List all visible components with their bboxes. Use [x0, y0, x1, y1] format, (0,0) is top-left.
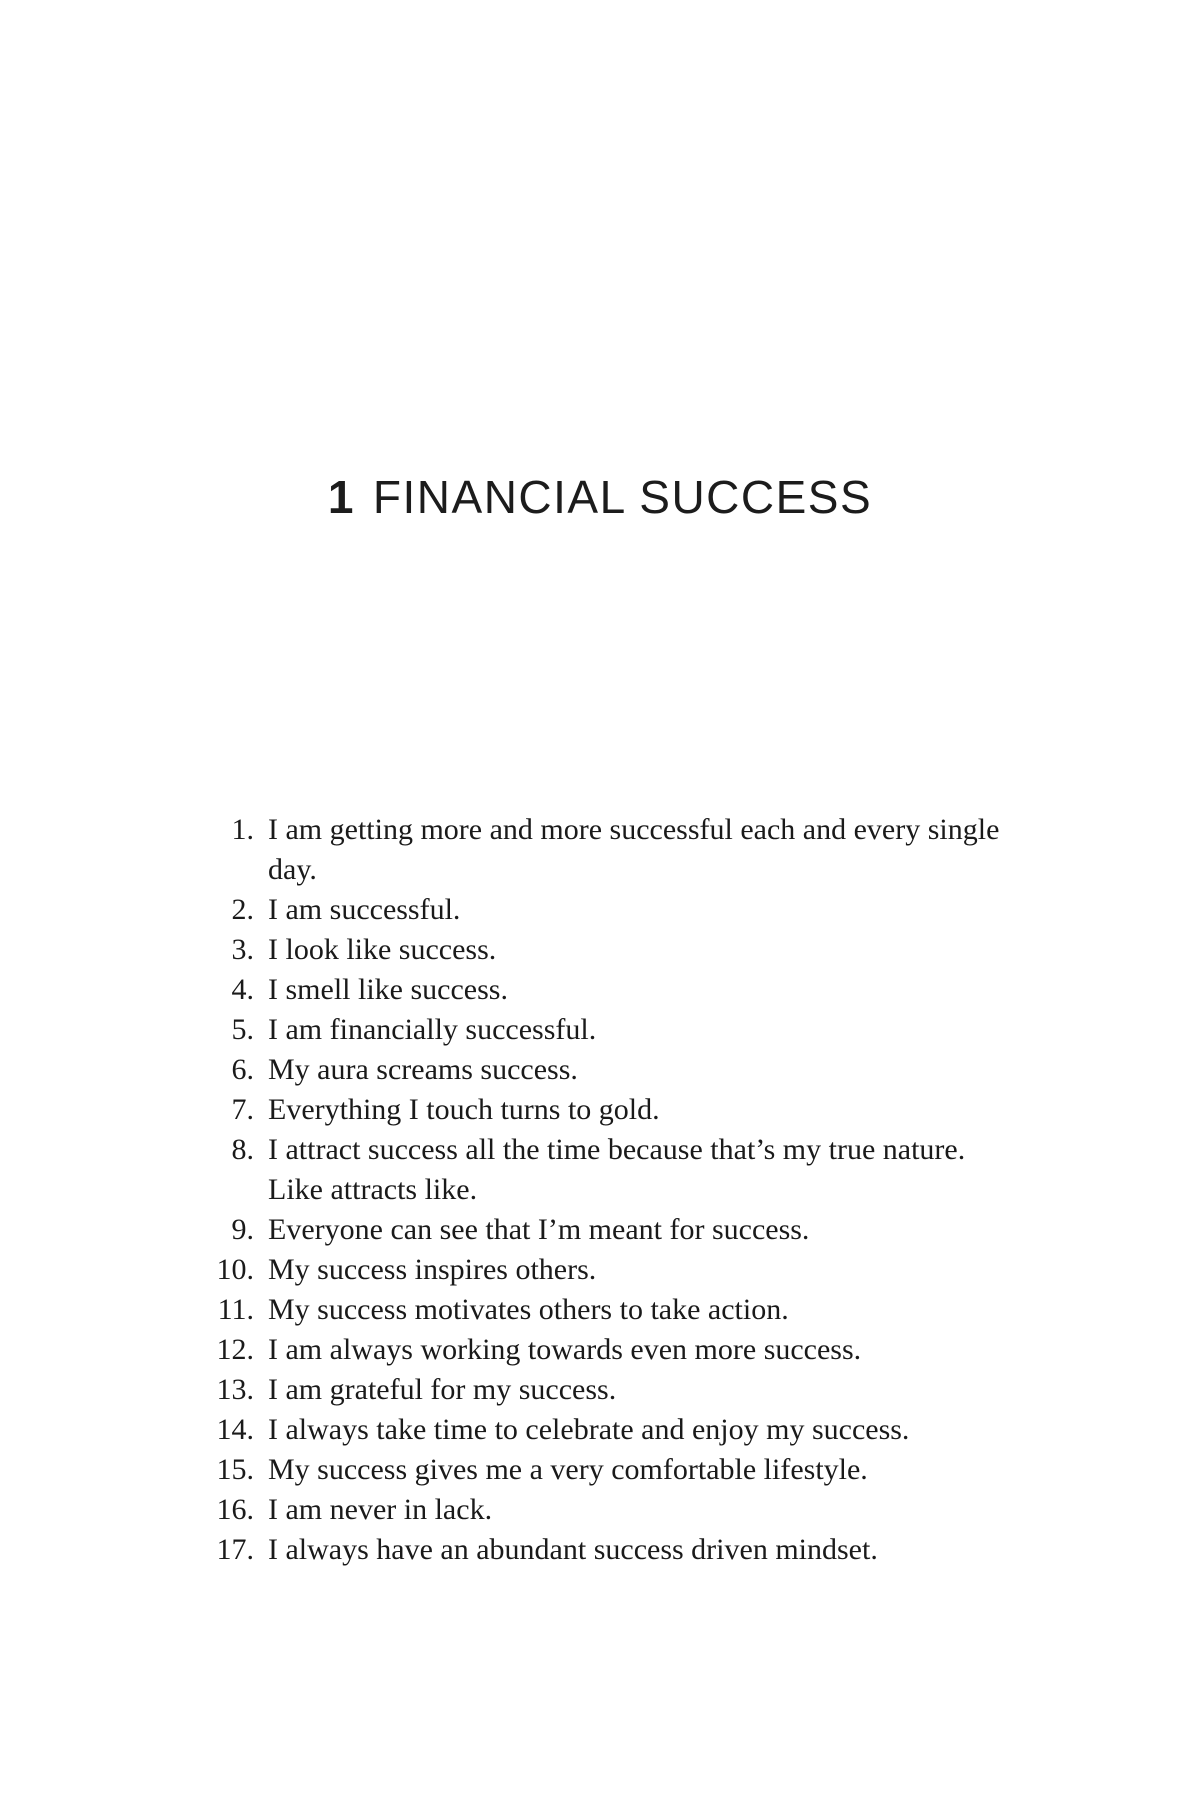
list-item-number: 9. — [231, 1213, 254, 1246]
list-item-number: 10. — [216, 1253, 254, 1286]
list-item-number: 2. — [231, 893, 254, 926]
list-item-number: 8. — [231, 1133, 254, 1166]
list-item-number: 11. — [217, 1293, 254, 1326]
list-item — [200, 930, 1020, 970]
list-item-text: I am successful. — [268, 893, 461, 926]
list-item — [200, 1370, 1020, 1410]
list-item-text: Everyone can see that I’m meant for success. — [268, 1213, 810, 1246]
list-item-number: 4. — [231, 973, 254, 1006]
list-item-text: My aura screams success. — [268, 1053, 578, 1086]
list-item — [200, 1490, 1020, 1530]
list-item — [200, 1450, 1020, 1490]
list-item — [200, 810, 1020, 890]
list-item-number: 17. — [216, 1533, 254, 1566]
list-item-number: 16. — [216, 1493, 254, 1526]
list-item — [200, 1130, 1020, 1210]
list-item-number: 7. — [231, 1093, 254, 1126]
list-item-text: I look like success. — [268, 933, 497, 966]
list-item-text: I smell like success. — [268, 973, 508, 1006]
list-item-text: My success motivates others to take action. — [268, 1293, 789, 1326]
list-item-text: Everything I touch turns to gold. — [268, 1093, 660, 1126]
list-item-number: 1. — [231, 813, 254, 846]
list-item-text: I am grateful for my success. — [268, 1373, 617, 1406]
list-item — [200, 890, 1020, 930]
list-item — [200, 1010, 1020, 1050]
list-item-text: I attract success all the time because that’s my true nature. Like attracts like. — [268, 1133, 966, 1206]
chapter-title: FINANCIAL SUCCESS — [372, 470, 873, 523]
list-item-text: I am never in lack. — [268, 1493, 493, 1526]
list-item — [200, 1210, 1020, 1250]
list-item — [200, 1410, 1020, 1450]
list-item — [200, 970, 1020, 1010]
chapter-heading — [0, 469, 1200, 525]
list-item-number: 6. — [231, 1053, 254, 1086]
list-item-number: 12. — [216, 1333, 254, 1366]
list-item-text: I am financially successful. — [268, 1013, 597, 1046]
list-item-text: My success inspires others. — [268, 1253, 597, 1286]
list-item-text: I always take time to celebrate and enjoy my success. — [268, 1413, 910, 1446]
list-item-number: 15. — [216, 1453, 254, 1486]
chapter-number: 1 — [327, 470, 355, 523]
list-item — [200, 1330, 1020, 1370]
list-item-number: 3. — [231, 933, 254, 966]
list-item-text: I always have an abundant success driven mindset. — [268, 1533, 878, 1566]
list-item-number: 5. — [231, 1013, 254, 1046]
affirmation-list — [200, 810, 1020, 1570]
list-item-text: I am always working towards even more success. — [268, 1333, 862, 1366]
list-item — [200, 1090, 1020, 1130]
list-item — [200, 1250, 1020, 1290]
list-item-number: 13. — [216, 1373, 254, 1406]
list-item-number: 14. — [216, 1413, 254, 1446]
list-item — [200, 1050, 1020, 1090]
list-item — [200, 1290, 1020, 1330]
list-item — [200, 1530, 1020, 1570]
list-item-text: My success gives me a very comfortable lifestyle. — [268, 1453, 868, 1486]
list-item-text: I am getting more and more successful each and every single day. — [268, 813, 1000, 886]
